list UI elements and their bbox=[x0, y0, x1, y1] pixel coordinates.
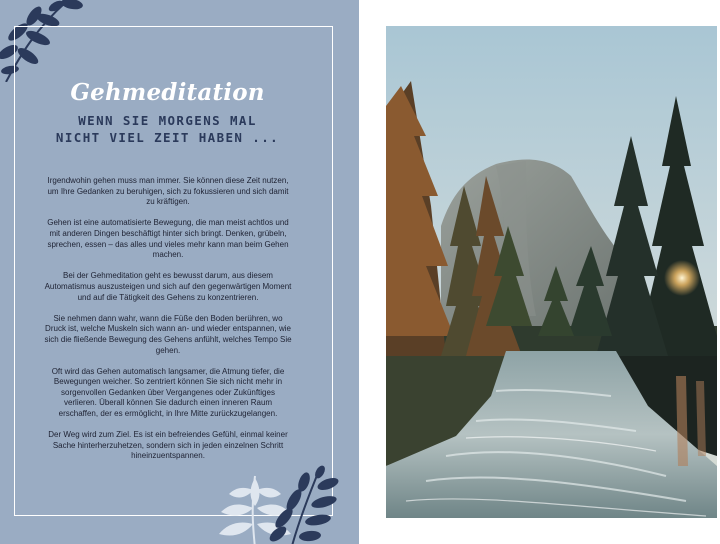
paragraph-1: Irgendwohin gehen muss man immer. Sie können diese Zeit nutzen, um Ihre Gedanken zu beruhigen, sich zu fokussieren und sich damit zu kräftigen. bbox=[47, 176, 289, 207]
paragraph-5: Oft wird das Gehen automatisch langsamer, die Atmung tiefer, die Bewegungen weicher. So zentriert können Sie sich nicht mehr in sorgenvollen Gedanken über Vergangenes oder Zukünftiges verlieren. Überall können Sie dadurch einen inneren Raum erschaffen, der es ermöglicht, in Ihre Mitte zurückzugelangen. bbox=[51, 366, 285, 419]
body-text bbox=[44, 176, 292, 473]
page-title: Gehmeditation bbox=[70, 79, 265, 106]
subtitle-line-1: WENN SIE MORGENS MAL bbox=[78, 113, 257, 128]
left-page bbox=[0, 0, 359, 544]
paragraph-4: Sie nehmen dann wahr, wann die Füße den Boden berühren, wo Druck ist, welche Muskeln sich wann an- und wieder entspannen, wie sich die fließende Bewegung des Gehens anfühlt, welches Tempo Sie gehen. bbox=[44, 313, 292, 355]
paragraph-2: Gehen ist eine automatisierte Bewegung, die man meist achtlos und mit anderen Dingen beschäftigt hinter sich bringt. Denken, grübeln, sprechen, essen – das alles und vieles mehr kann man beim Gehen machen. bbox=[47, 218, 289, 260]
paragraph-3: Bei der Gehmeditation geht es bewusst darum, aus diesem Automatismus auszusteigen und sich auf den gegenwärtigen Moment und auf die Tätigkeit des Gehens zu konzentrieren. bbox=[44, 271, 292, 302]
subtitle-line-2: NICHT VIEL ZEIT HABEN ... bbox=[55, 130, 280, 145]
leaf-branch-dark-icon bbox=[262, 462, 342, 544]
page-subtitle bbox=[0, 112, 335, 146]
landscape-photo bbox=[386, 26, 717, 518]
paragraph-6: Der Weg wird zum Ziel. Es ist ein befreiendes Gefühl, einmal keiner Sache hinterherzuhetzen, sondern sich in jeden einzelnen Schritt hineinzuentspannen. bbox=[48, 430, 288, 461]
